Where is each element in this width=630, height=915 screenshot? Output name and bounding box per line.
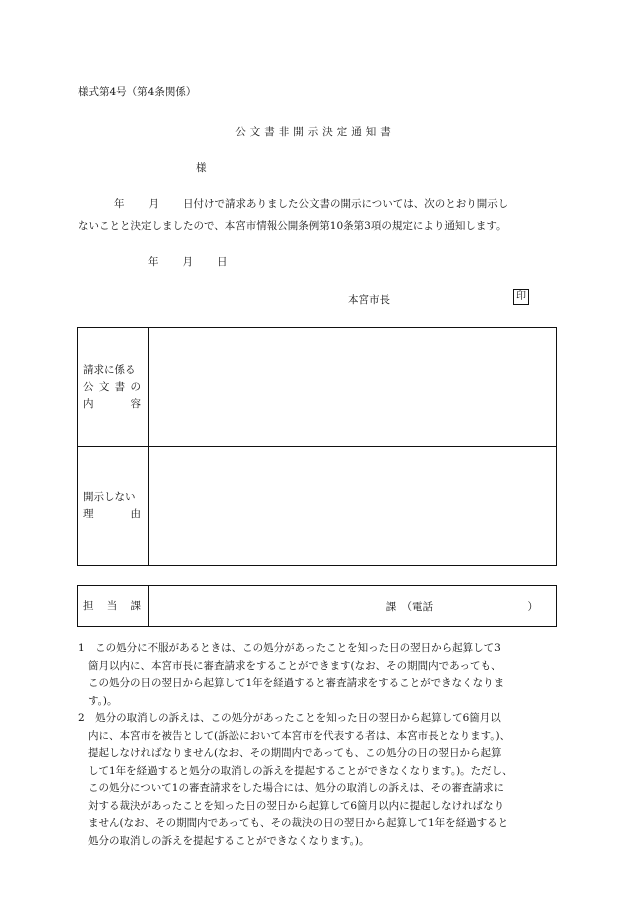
label-line: 理 由 <box>83 508 141 520</box>
form-number: 様式第4号（第4条関係） <box>78 86 197 98</box>
note-2-line: 処分の取消しの訴えを提起することができなくなります。)。 <box>88 834 370 847</box>
staff-row <box>78 586 557 627</box>
label-line: 請求に係る <box>83 363 136 376</box>
notes-section <box>78 640 556 850</box>
body-line-2: ないことと決定しましたので、本宮市情報公開条例第10条第3項の規定により通知します。 <box>78 220 507 232</box>
note-2-line: 提起しなければなりません(なお、その期間内であっても、この処分の日の翌日から起算 <box>88 747 502 759</box>
staff-table <box>77 585 557 627</box>
note-2-line: して1年を経過すると処分の取消しの訴えを提起することができなくなります。)。ただし、 <box>88 764 513 777</box>
request-content-label <box>78 328 149 447</box>
reason-label <box>78 447 149 566</box>
note-1-line: 箇月以内に、本宮市長に審査請求をすることができます(なお、その期間内であっても、 <box>88 659 502 672</box>
note-2-line: ません(なお、その期間内であっても、その裁決の日の翌日から起算して1年を経過すると <box>88 817 509 829</box>
label-line: 開示しない <box>83 491 136 503</box>
addressee-suffix: 様 <box>196 162 207 174</box>
staff-label <box>78 586 149 627</box>
date-day-label: 日 <box>217 256 228 268</box>
note-2-line: 対する裁決があったことを知った日の翌日から起算して6箇月以内に提起しなければなり <box>88 799 505 812</box>
body-year-label: 年 <box>114 198 125 210</box>
label-line: 内 容 <box>83 397 141 410</box>
notice-date <box>148 254 228 269</box>
reason-field[interactable] <box>149 447 557 566</box>
staff-field[interactable]: 課 （電話 ） <box>149 586 557 627</box>
note-1-line: す。)。 <box>88 694 118 707</box>
decision-table <box>77 327 557 566</box>
label-line: 担 当 課 <box>83 599 141 612</box>
note-2-line: 2 処分の取消しの訴えは、この処分があったことを知った日の翌日から起算して6箇月以 <box>78 712 501 724</box>
document-title: 公文書非開示決定通知書 <box>235 126 395 138</box>
date-year-label: 年 <box>148 256 159 268</box>
label-line: 公 文 書 の <box>83 380 141 393</box>
body-line-1-text: 日付けで請求ありました公文書の開示については、次のとおり開示し <box>183 198 509 210</box>
sender-name: 本宮市長 <box>348 294 390 306</box>
body-month-label: 月 <box>148 198 159 210</box>
reason-row <box>78 447 557 566</box>
body-line-1 <box>78 196 508 211</box>
seal-mark: 印 <box>513 289 529 305</box>
note-2-line: 内に、本宮市を被告として(訴訟において本宮市を代表する者は、本宮市長となります。)、 <box>88 729 511 742</box>
request-content-field[interactable] <box>149 328 557 447</box>
note-1-line: この処分の日の翌日から起算して1年を経過すると審査請求をすることができなくなりま <box>88 677 505 689</box>
note-1-line: 1 この処分に不服があるときは、この処分があったことを知った日の翌日から起算して3 <box>78 642 501 654</box>
note-2-line: この処分について1の審査請求をした場合には、処分の取消しの訴えは、その審査請求に <box>88 782 504 794</box>
request-content-row <box>78 328 557 447</box>
date-month-label: 月 <box>182 256 193 268</box>
